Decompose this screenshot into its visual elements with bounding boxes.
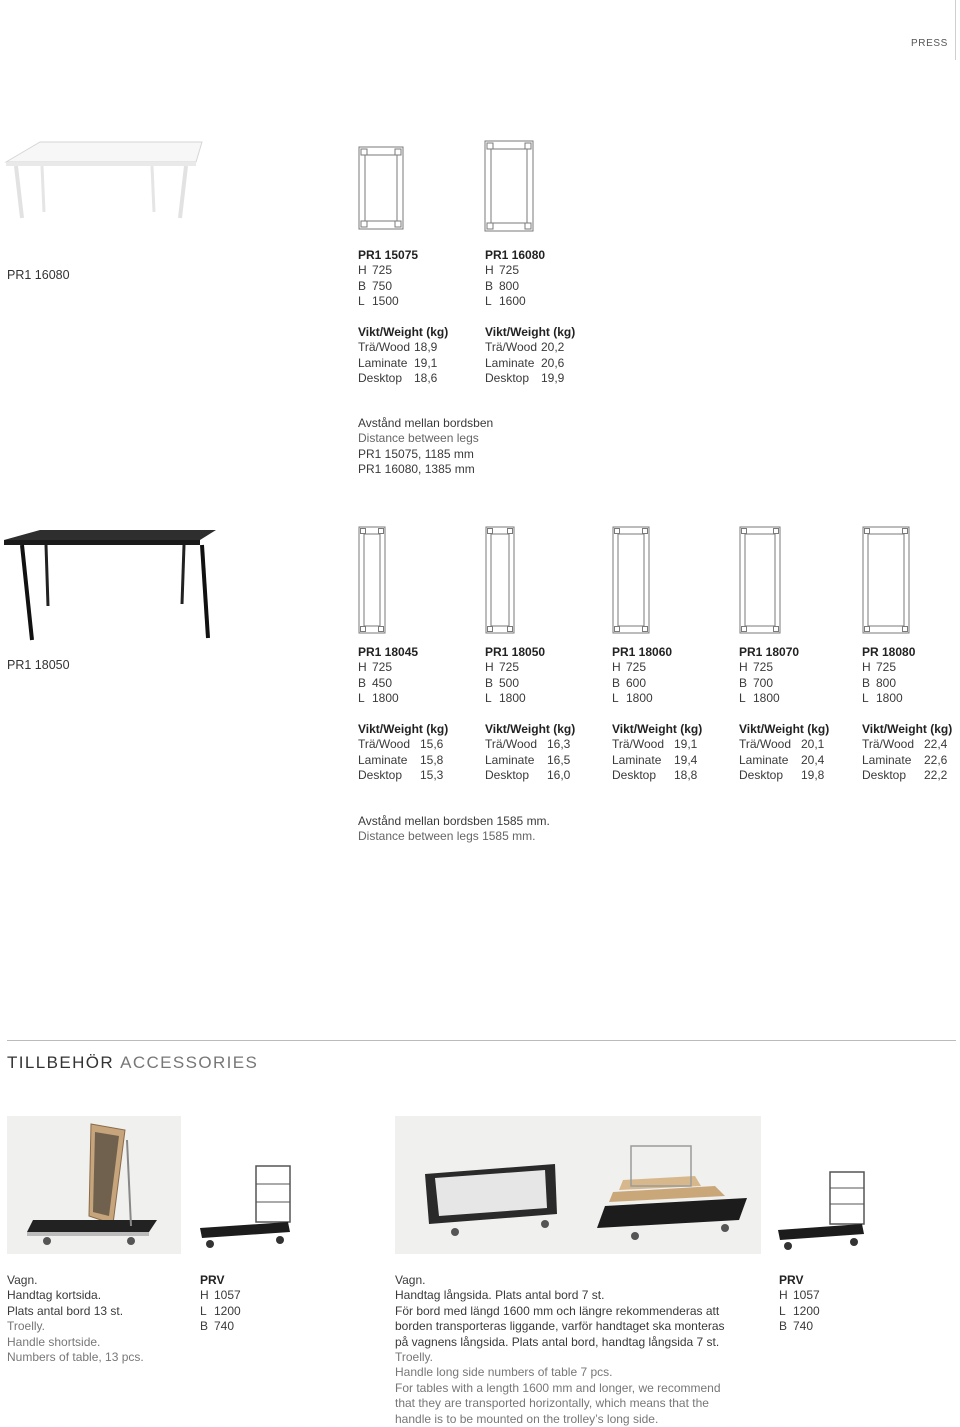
dim-value: 740 — [214, 1319, 235, 1334]
weight-key: Trä/Wood — [358, 340, 411, 355]
heading-en: ACCESSORIES — [120, 1053, 259, 1072]
trolley-drawing-long-side — [776, 1170, 868, 1254]
desc-sv-line: Handtag kortsida. — [7, 1288, 102, 1303]
dim-key: B — [862, 675, 871, 690]
dim-key: H — [485, 660, 494, 675]
desc-en-line: Troelly. — [7, 1319, 46, 1334]
weight-value: 22,4 — [924, 737, 948, 752]
dim-value: 500 — [499, 675, 520, 690]
dim-value: 725 — [372, 660, 393, 675]
weight-value: 22,6 — [924, 752, 948, 767]
dim-key: B — [200, 1319, 209, 1334]
weight-value: 18,9 — [414, 340, 438, 355]
accessory-1-description — [7, 1273, 144, 1365]
desc-sv-line: Plats antal bord 13 st. — [7, 1303, 124, 1318]
weight-key: Desktop — [862, 768, 907, 783]
dim-value: 1800 — [876, 691, 903, 706]
note-line: Avstånd mellan bordsben 1585 mm. — [358, 814, 550, 828]
dim-value: 800 — [876, 675, 897, 690]
trolley-long-side-photo — [395, 1116, 761, 1254]
weight-value: 19,4 — [674, 752, 698, 767]
dim-key: L — [612, 691, 619, 706]
dim-key: H — [358, 263, 367, 278]
dim-key: B — [739, 675, 748, 690]
spec-block-pr1-15075 — [358, 248, 448, 387]
desc-sv-line: på vagnens långsida. Plats antal bord, handtag långsida 7 st. — [395, 1334, 720, 1349]
legs-distance-note-2 — [358, 814, 550, 845]
accessory-2-specs — [779, 1273, 820, 1335]
dim-value: 750 — [372, 278, 393, 293]
weight-key: Trä/Wood — [739, 737, 792, 752]
weight-value: 20,1 — [801, 737, 825, 752]
weight-value: 19,1 — [414, 355, 438, 370]
weight-key: Desktop — [612, 768, 657, 783]
dim-value: 450 — [372, 675, 393, 690]
dim-key: H — [612, 660, 621, 675]
legs-distance-note-1 — [358, 416, 493, 478]
weight-key: Trä/Wood — [862, 737, 915, 752]
accessory-1-specs — [200, 1273, 241, 1335]
dim-key: L — [485, 691, 492, 706]
dim-value: 1200 — [793, 1303, 820, 1318]
dim-value: 1600 — [499, 294, 526, 309]
weight-key: Laminate — [612, 752, 662, 767]
weight-title: Vikt/Weight (kg) — [612, 721, 703, 736]
model-label-pr1-18050: PR1 18050 — [7, 658, 70, 672]
desc-en-line: Handle shortside. — [7, 1334, 101, 1349]
weight-value: 16,5 — [547, 752, 571, 767]
weight-key: Trä/Wood — [358, 737, 411, 752]
weight-value: 22,2 — [924, 768, 948, 783]
dim-value: 1800 — [626, 691, 653, 706]
white-table-photo — [2, 136, 204, 222]
desc-en-line: Numbers of table, 13 pcs. — [7, 1350, 144, 1365]
dim-key: B — [358, 278, 367, 293]
dim-value: 725 — [753, 660, 774, 675]
desc-sv-line: Vagn. — [395, 1273, 426, 1287]
table-diagram-pr1-18045 — [358, 526, 386, 634]
dim-key: L — [358, 691, 365, 706]
page-edge-divider — [955, 0, 956, 60]
desc-sv-line: borden transporteras liggande, varför handtaget ska monteras — [395, 1319, 725, 1334]
heading-sv: TILLBEHÖR — [7, 1053, 115, 1072]
dim-key: B — [612, 675, 621, 690]
weight-title: Vikt/Weight (kg) — [739, 721, 830, 736]
weight-key: Desktop — [485, 768, 530, 783]
accessories-divider — [7, 1040, 956, 1041]
weight-key: Laminate — [739, 752, 789, 767]
note-line: Distance between legs — [358, 431, 479, 446]
weight-key: Laminate — [358, 355, 408, 370]
weight-key: Desktop — [739, 768, 784, 783]
dim-key: L — [485, 294, 492, 309]
table-diagram-pr1-15075 — [358, 146, 404, 230]
dim-value: 725 — [876, 660, 897, 675]
weight-value: 15,8 — [420, 752, 444, 767]
desc-en-line: that they are transported horizontally, which means that the — [395, 1396, 709, 1411]
spec-block-pr1-16080 — [485, 248, 575, 387]
dim-key: B — [485, 675, 494, 690]
weight-value: 20,6 — [541, 355, 565, 370]
weight-value: 20,4 — [801, 752, 825, 767]
dim-value: 600 — [626, 675, 647, 690]
desc-en-line: Handle long side numbers of table 7 pcs. — [395, 1365, 613, 1380]
model-code: PR1 18045 — [358, 645, 419, 659]
trolley-short-side-photo — [7, 1116, 181, 1254]
weight-value: 19,8 — [801, 768, 825, 783]
spec-block-pr1-18060 — [612, 645, 702, 784]
dim-value: 1800 — [753, 691, 780, 706]
dim-value: 1500 — [372, 294, 399, 309]
weight-value: 16,3 — [547, 737, 571, 752]
desc-en-line: Troelly. — [395, 1350, 434, 1365]
dim-key: B — [485, 278, 494, 293]
weight-key: Laminate — [862, 752, 912, 767]
dim-value: 1200 — [214, 1303, 241, 1318]
dim-value: 700 — [753, 675, 774, 690]
weight-key: Trä/Wood — [485, 340, 538, 355]
desc-en-line: handle is to be mounted on the trolley’s long side. — [395, 1411, 659, 1426]
weight-value: 16,0 — [547, 768, 571, 783]
model-label-pr1-16080: PR1 16080 — [7, 268, 70, 282]
dim-key: L — [862, 691, 869, 706]
spec-block-pr-18080 — [862, 645, 952, 784]
table-diagram-pr1-16080 — [484, 140, 534, 232]
weight-title: Vikt/Weight (kg) — [358, 324, 449, 339]
dim-value: 725 — [499, 263, 520, 278]
spec-block-pr1-18070 — [739, 645, 829, 784]
dim-key: H — [200, 1288, 209, 1303]
weight-title: Vikt/Weight (kg) — [862, 721, 953, 736]
table-diagram-pr-18080 — [862, 526, 910, 634]
dim-value: 1057 — [214, 1288, 241, 1303]
spec-block-pr1-18045 — [358, 645, 448, 784]
weight-title: Vikt/Weight (kg) — [358, 721, 449, 736]
model-code: PR1 18060 — [612, 645, 673, 659]
dim-value: 740 — [793, 1319, 814, 1334]
weight-key: Desktop — [358, 371, 403, 386]
dim-key: H — [358, 660, 367, 675]
weight-key: Laminate — [358, 752, 408, 767]
trolley-drawing-short-side — [198, 1164, 292, 1254]
dim-value: 1057 — [793, 1288, 820, 1303]
dim-key: L — [200, 1303, 207, 1318]
press-label: PRESS — [911, 38, 948, 49]
product-code: PRV — [200, 1273, 225, 1287]
weight-value: 19,9 — [541, 371, 565, 386]
model-code: PR 18080 — [862, 645, 916, 659]
dim-key: H — [779, 1288, 788, 1303]
note-line: Avstånd mellan bordsben — [358, 416, 494, 430]
dim-value: 800 — [499, 278, 520, 293]
accessory-2-description — [395, 1273, 765, 1427]
desc-en-line: For tables with a length 1600 mm and longer, we recommend — [395, 1380, 721, 1395]
weight-value: 15,6 — [420, 737, 444, 752]
table-diagram-pr1-18070 — [739, 526, 781, 634]
weight-key: Trä/Wood — [485, 737, 538, 752]
dim-key: H — [862, 660, 871, 675]
desc-sv-line: För bord med längd 1600 mm och längre rekommenderas att — [395, 1303, 720, 1318]
weight-value: 18,6 — [414, 371, 438, 386]
model-code: PR1 15075 — [358, 248, 419, 262]
desc-sv-line: Handtag långsida. Plats antal bord 7 st. — [395, 1288, 605, 1303]
weight-value: 20,2 — [541, 340, 565, 355]
model-code: PR1 18070 — [739, 645, 800, 659]
product-code: PRV — [779, 1273, 804, 1287]
dim-key: H — [485, 263, 494, 278]
weight-key: Desktop — [358, 768, 403, 783]
dim-value: 725 — [499, 660, 520, 675]
dim-key: L — [358, 294, 365, 309]
desc-sv-line: Vagn. — [7, 1273, 38, 1287]
dim-value: 725 — [626, 660, 647, 675]
dim-value: 1800 — [372, 691, 399, 706]
note-line: PR1 16080, 1385 mm — [358, 462, 475, 477]
dim-key: B — [779, 1319, 788, 1334]
weight-title: Vikt/Weight (kg) — [485, 324, 576, 339]
spec-block-pr1-18050 — [485, 645, 575, 784]
dim-key: L — [779, 1303, 786, 1318]
dim-value: 1800 — [499, 691, 526, 706]
note-line: PR1 15075, 1185 mm — [358, 446, 474, 461]
dim-key: B — [358, 675, 367, 690]
model-code: PR1 18050 — [485, 645, 546, 659]
weight-key: Laminate — [485, 355, 535, 370]
weight-value: 18,8 — [674, 768, 698, 783]
table-diagram-pr1-18060 — [612, 526, 650, 634]
table-diagram-pr1-18050 — [485, 526, 515, 634]
dim-key: L — [739, 691, 746, 706]
weight-value: 19,1 — [674, 737, 698, 752]
model-code: PR1 16080 — [485, 248, 546, 262]
weight-key: Trä/Wood — [612, 737, 665, 752]
dim-value: 725 — [372, 263, 393, 278]
dim-key: H — [739, 660, 748, 675]
weight-title: Vikt/Weight (kg) — [485, 721, 576, 736]
weight-key: Desktop — [485, 371, 530, 386]
weight-value: 15,3 — [420, 768, 444, 783]
weight-key: Laminate — [485, 752, 535, 767]
black-table-photo — [2, 526, 218, 644]
accessories-heading — [7, 1055, 258, 1070]
note-line: Distance between legs 1585 mm. — [358, 829, 536, 844]
